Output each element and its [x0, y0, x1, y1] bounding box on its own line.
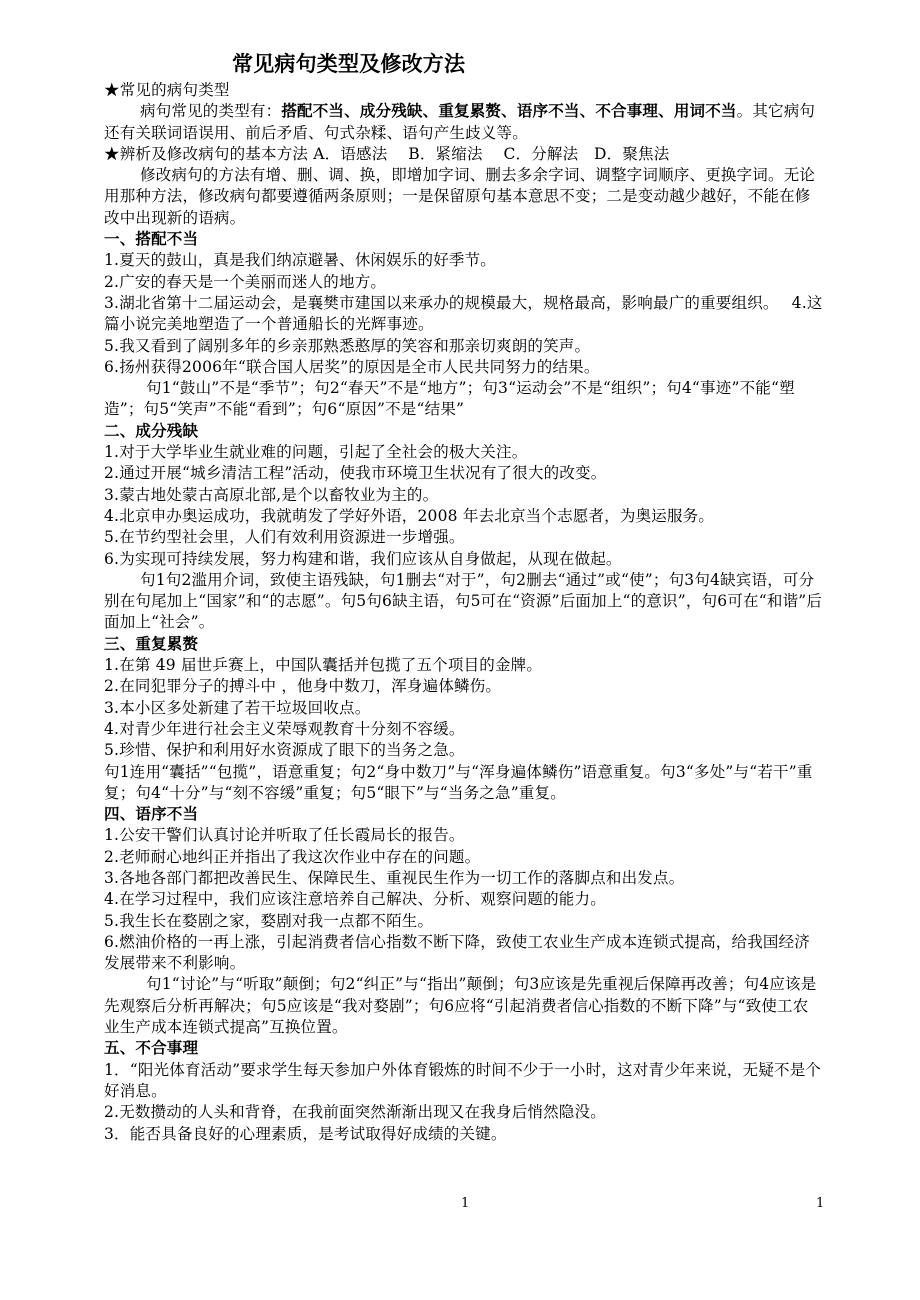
page-title: 常见病句类型及修改方法 [232, 52, 466, 76]
example-line: 2.在同犯罪分子的搏斗中 ，他身中数刀，浑身遍体鳞伤。 [104, 677, 502, 696]
types-prefix: 病句常见的类型有： [140, 102, 282, 121]
example-line: 1.夏天的鼓山，真是我们纳凉避暑、休闲娱乐的好季节。 [104, 251, 496, 270]
explanation-note: 句1句2滥用介词，致使主语残缺，句1删去“对于”，句2删去“通过”或“使”；句3句4缺宾语，可分别在句尾加上“国家”和“的志愿”。句5句6缺主语，句5可在“资源”后面加上“的意识”，句6可在“和谐”后面加上“社会”。 [104, 570, 823, 632]
example-line: 3.蒙古地处蒙古高原北部,是个以畜牧业为主的。 [104, 485, 439, 504]
types-paragraph [104, 101, 824, 144]
page-number: 1 [461, 1196, 470, 1211]
example-line: 3.本小区多处新建了若干垃圾回收点。 [104, 698, 371, 717]
page-number-right: 1 [816, 1196, 825, 1211]
types-heading: ★常见的病句类型 [104, 81, 230, 99]
example-line: 5.我又看到了阔别多年的乡亲那熟悉憨厚的笑容和那亲切爽朗的笑声。 [104, 336, 591, 355]
example-line: 3．能否具备良好的心理素质，是考试取得好成绩的关键。 [104, 1124, 507, 1143]
section-heading: 四、语序不当 [104, 805, 199, 824]
methods-paragraph: 修改病句的方法有增、删、调、换，即增加字词、删去多余字词、调整字词顺序、更换字词。无论用那种方法，修改病句都要遵循两条原则；一是保留原句基本意思不变；二是变动越少越好，不能在修改中出现新的语病。 [104, 166, 816, 227]
example-line: 5.我生长在婺剧之家，婺剧对我一点都不陌生。 [104, 911, 434, 930]
example-line: 5.在节约型社会里，人们有效利用资源进一步增强。 [104, 528, 465, 547]
example-line: 4.北京申办奥运成功，我就萌发了学好外语，2008 年去北京当个志愿者，为奥运服务。 [104, 506, 715, 525]
types-bold: 搭配不当、成分残缺、重复累赘、语序不当、不合事理、用词不当 [281, 102, 737, 121]
example-line: 2.老师耐心地纠正并指出了我这次作业中存在的问题。 [104, 847, 481, 866]
section-heading: 三、重复累赘 [104, 634, 199, 653]
example-line: 2.广安的春天是一个美丽而迷人的地方。 [104, 272, 387, 291]
example-line: 2.通过开展“城乡清洁工程”活动，使我市环境卫生状况有了很大的改变。 [104, 464, 607, 483]
example-line: 4.对青少年进行社会主义荣辱观教育十分刻不容缓。 [104, 719, 465, 738]
example-line: 3.各地各部门都把改善民生、保障民生、重视民生作为一切工作的落脚点和出发点。 [104, 868, 685, 887]
example-line: 4.在学习过程中，我们应该注意培养自己解决、分析、观察问题的能力。 [104, 890, 606, 909]
example-line: 1．“阳光体育活动”要求学生每天参加户外体育锻炼的时间不少于一小时，这对青少年来说，无疑不是个好消息。 [104, 1060, 822, 1100]
example-line: 3.湖北省第十二届运动会，是襄樊市建国以来承办的规模最大，规格最高，影响最广的重要组织。 4.这篇小说完美地塑造了一个普通船长的光辉事迹。 [104, 293, 823, 334]
example-line: 1.在第 49 届世乒赛上，中国队囊括并包揽了五个项目的金牌。 [104, 656, 543, 675]
explanation-note: 句1“讨论”与“听取”颠倒；句2“纠正”与“指出”颠倒；句3应该是先重视后保障再改善；句4应该是先观察后分析再解决；句5应该是“我对婺剧”；句6应将“引起消费者信心指数的不断下降”与“致使工农业生产成本连锁式提高”互换位置。 [104, 975, 817, 1037]
example-line: 2.无数攒动的人头和背脊，在我前面突然渐渐出现又在我身后悄然隐没。 [104, 1103, 606, 1122]
methods-heading: ★辨析及修改病句的基本方法 A．语感法 B．紧缩法 C．分解法 D．聚焦法 [104, 144, 670, 163]
section-heading: 一、搭配不当 [104, 230, 199, 249]
example-line: 1.对于大学毕业生就业难的问题，引起了全社会的极大关注。 [104, 443, 528, 462]
types-suffix: 。其它病句还有关联词语误用、前后矛盾、句式杂糅、语句产生歧义等。 [104, 102, 816, 142]
example-line: 6.燃油价格的一再上涨，引起消费者信心指数不断下降，致使工农业生产成本连锁式提高，给我国经济发展带来不利影响。 [104, 932, 810, 973]
example-line: 5.珍惜、保护和利用好水资源成了眼下的当务之急。 [104, 741, 465, 760]
section-heading: 五、不合事理 [104, 1039, 199, 1058]
explanation-note: 句1连用“囊括”“包揽”，语意重复；句2“身中数刀”与“浑身遍体鳞伤”语意重复。句3“多处”与“若干”重复；句4“十分”与“刻不容缓”重复；句5“眼下”与“当务之急”重复。 [104, 762, 813, 802]
example-line: 6.扬州获得2006年“联合国人居奖”的原因是全市人民共同努力的结果。 [104, 357, 600, 376]
section-heading: 二、成分残缺 [104, 421, 199, 440]
example-line: 6.为实现可持续发展，努力构建和谐，我们应该从自身做起，从现在做起。 [104, 549, 622, 568]
example-line: 1.公安干警们认真讨论并听取了任长霞局长的报告。 [104, 826, 465, 845]
document-page [104, 48, 824, 1145]
explanation-note: 句1“鼓山”不是“季节”；句2“春天”不是“地方”；句3“运动会”不是“组织”；句4“事迹”不能“塑造”；句5“笑声”不能“看到”；句6“原因”不是“结果” [104, 379, 795, 419]
